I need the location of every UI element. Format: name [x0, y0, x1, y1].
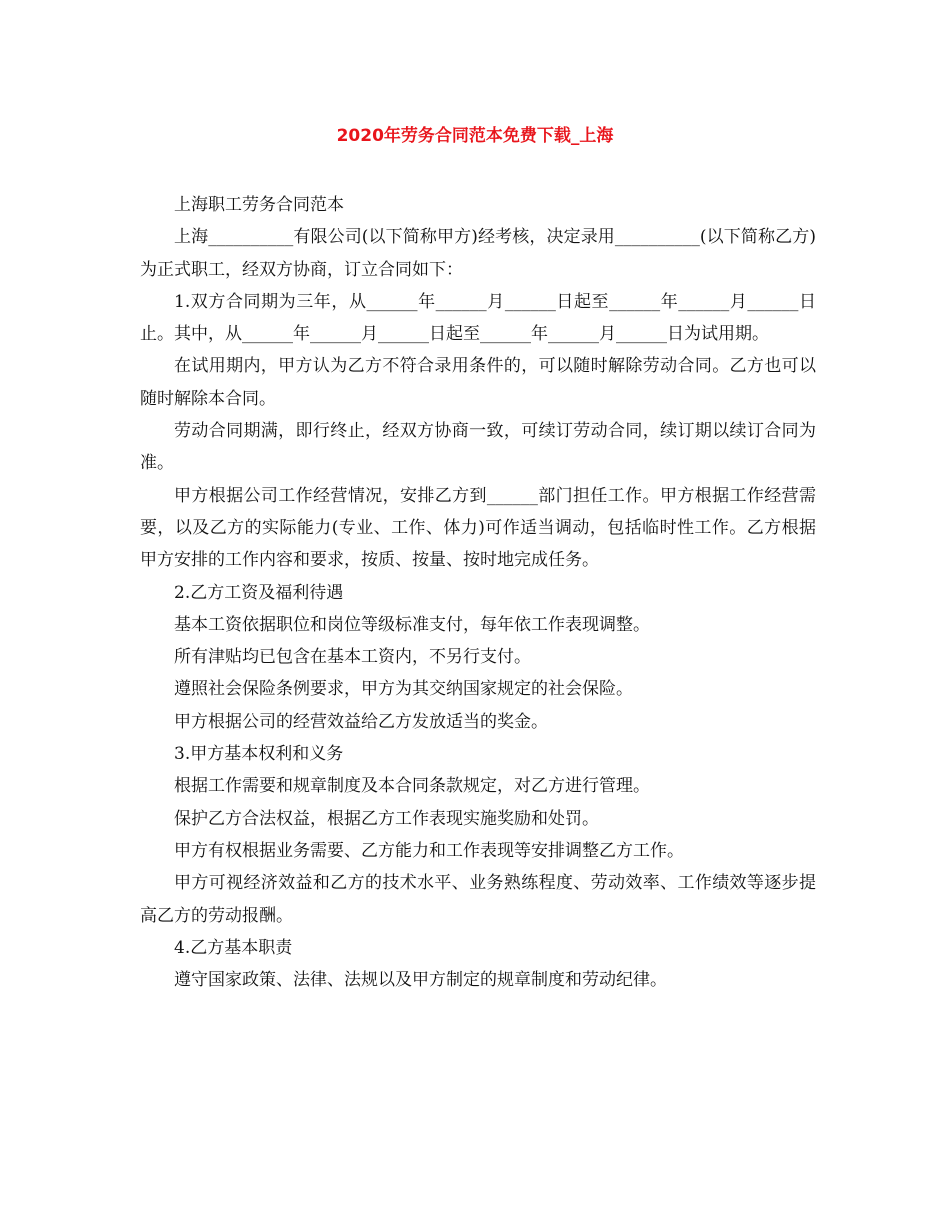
paragraph-pay-raise: 甲方可视经济效益和乙方的技术水平、业务熟练程度、劳动效率、工作绩效等逐步提高乙方的劳动报酬。	[140, 873, 816, 926]
section-heading-employee-duties: 4.乙方基本职责	[174, 937, 293, 958]
paragraph-social-insurance: 遵照社会保险条例要求，甲方为其交纳国家规定的社会保险。	[174, 679, 633, 700]
paragraph-heading: 上海职工劳务合同范本	[174, 195, 344, 215]
paragraph-assignment: 甲方根据公司工作经营情况，安排乙方到______部门担任工作。甲方根据工作经营需要，以及乙方的实际能力(专业、工作、体力)可作适当调动，包括临时性工作。乙方根据甲方安排的工作内容和要求，按质、按量、按时地完成任务。	[140, 485, 816, 571]
paragraph-probation: 在试用期内，甲方认为乙方不符合录用条件的，可以随时解除劳动合同。乙方也可以随时解除本合同。	[140, 356, 816, 409]
paragraph-management: 根据工作需要和规章制度及本合同条款规定，对乙方进行管理。	[174, 776, 650, 797]
paragraph-intro: 上海__________有限公司(以下简称甲方)经考核，决定录用__________(以下简称乙方)为正式职工，经双方协商，订立合同如下：	[140, 227, 816, 280]
section-heading-employer-rights: 3.甲方基本权利和义务	[174, 744, 344, 765]
paragraph-expiry: 劳动合同期满，即行终止，经双方协商一致，可续订劳动合同，续订期以续订合同为准。	[140, 421, 816, 474]
paragraph-compliance: 遵守国家政策、法律、法规以及甲方制定的规章制度和劳动纪律。	[174, 970, 667, 991]
document-title: 2020年劳务合同范本免费下载_上海	[336, 126, 614, 146]
paragraph-term: 1.双方合同期为三年，从______年______月______日起至______年______月______日止。其中，从______年______月______日起至______年______月______日为试用期。	[140, 291, 816, 345]
paragraph-allowances: 所有津贴均已包含在基本工资内，不另行支付。	[174, 647, 531, 668]
section-heading-wages: 2.乙方工资及福利待遇	[174, 582, 344, 603]
paragraph-protection: 保护乙方合法权益，根据乙方工作表现实施奖励和处罚。	[174, 808, 599, 829]
document-body	[140, 189, 816, 996]
paragraph-bonus: 甲方根据公司的经营效益给乙方发放适当的奖金。	[174, 711, 548, 732]
paragraph-adjustment: 甲方有权根据业务需要、乙方能力和工作表现等安排调整乙方工作。	[174, 840, 684, 861]
paragraph-base-salary: 基本工资依据职位和岗位等级标准支付，每年依工作表现调整。	[174, 614, 650, 635]
